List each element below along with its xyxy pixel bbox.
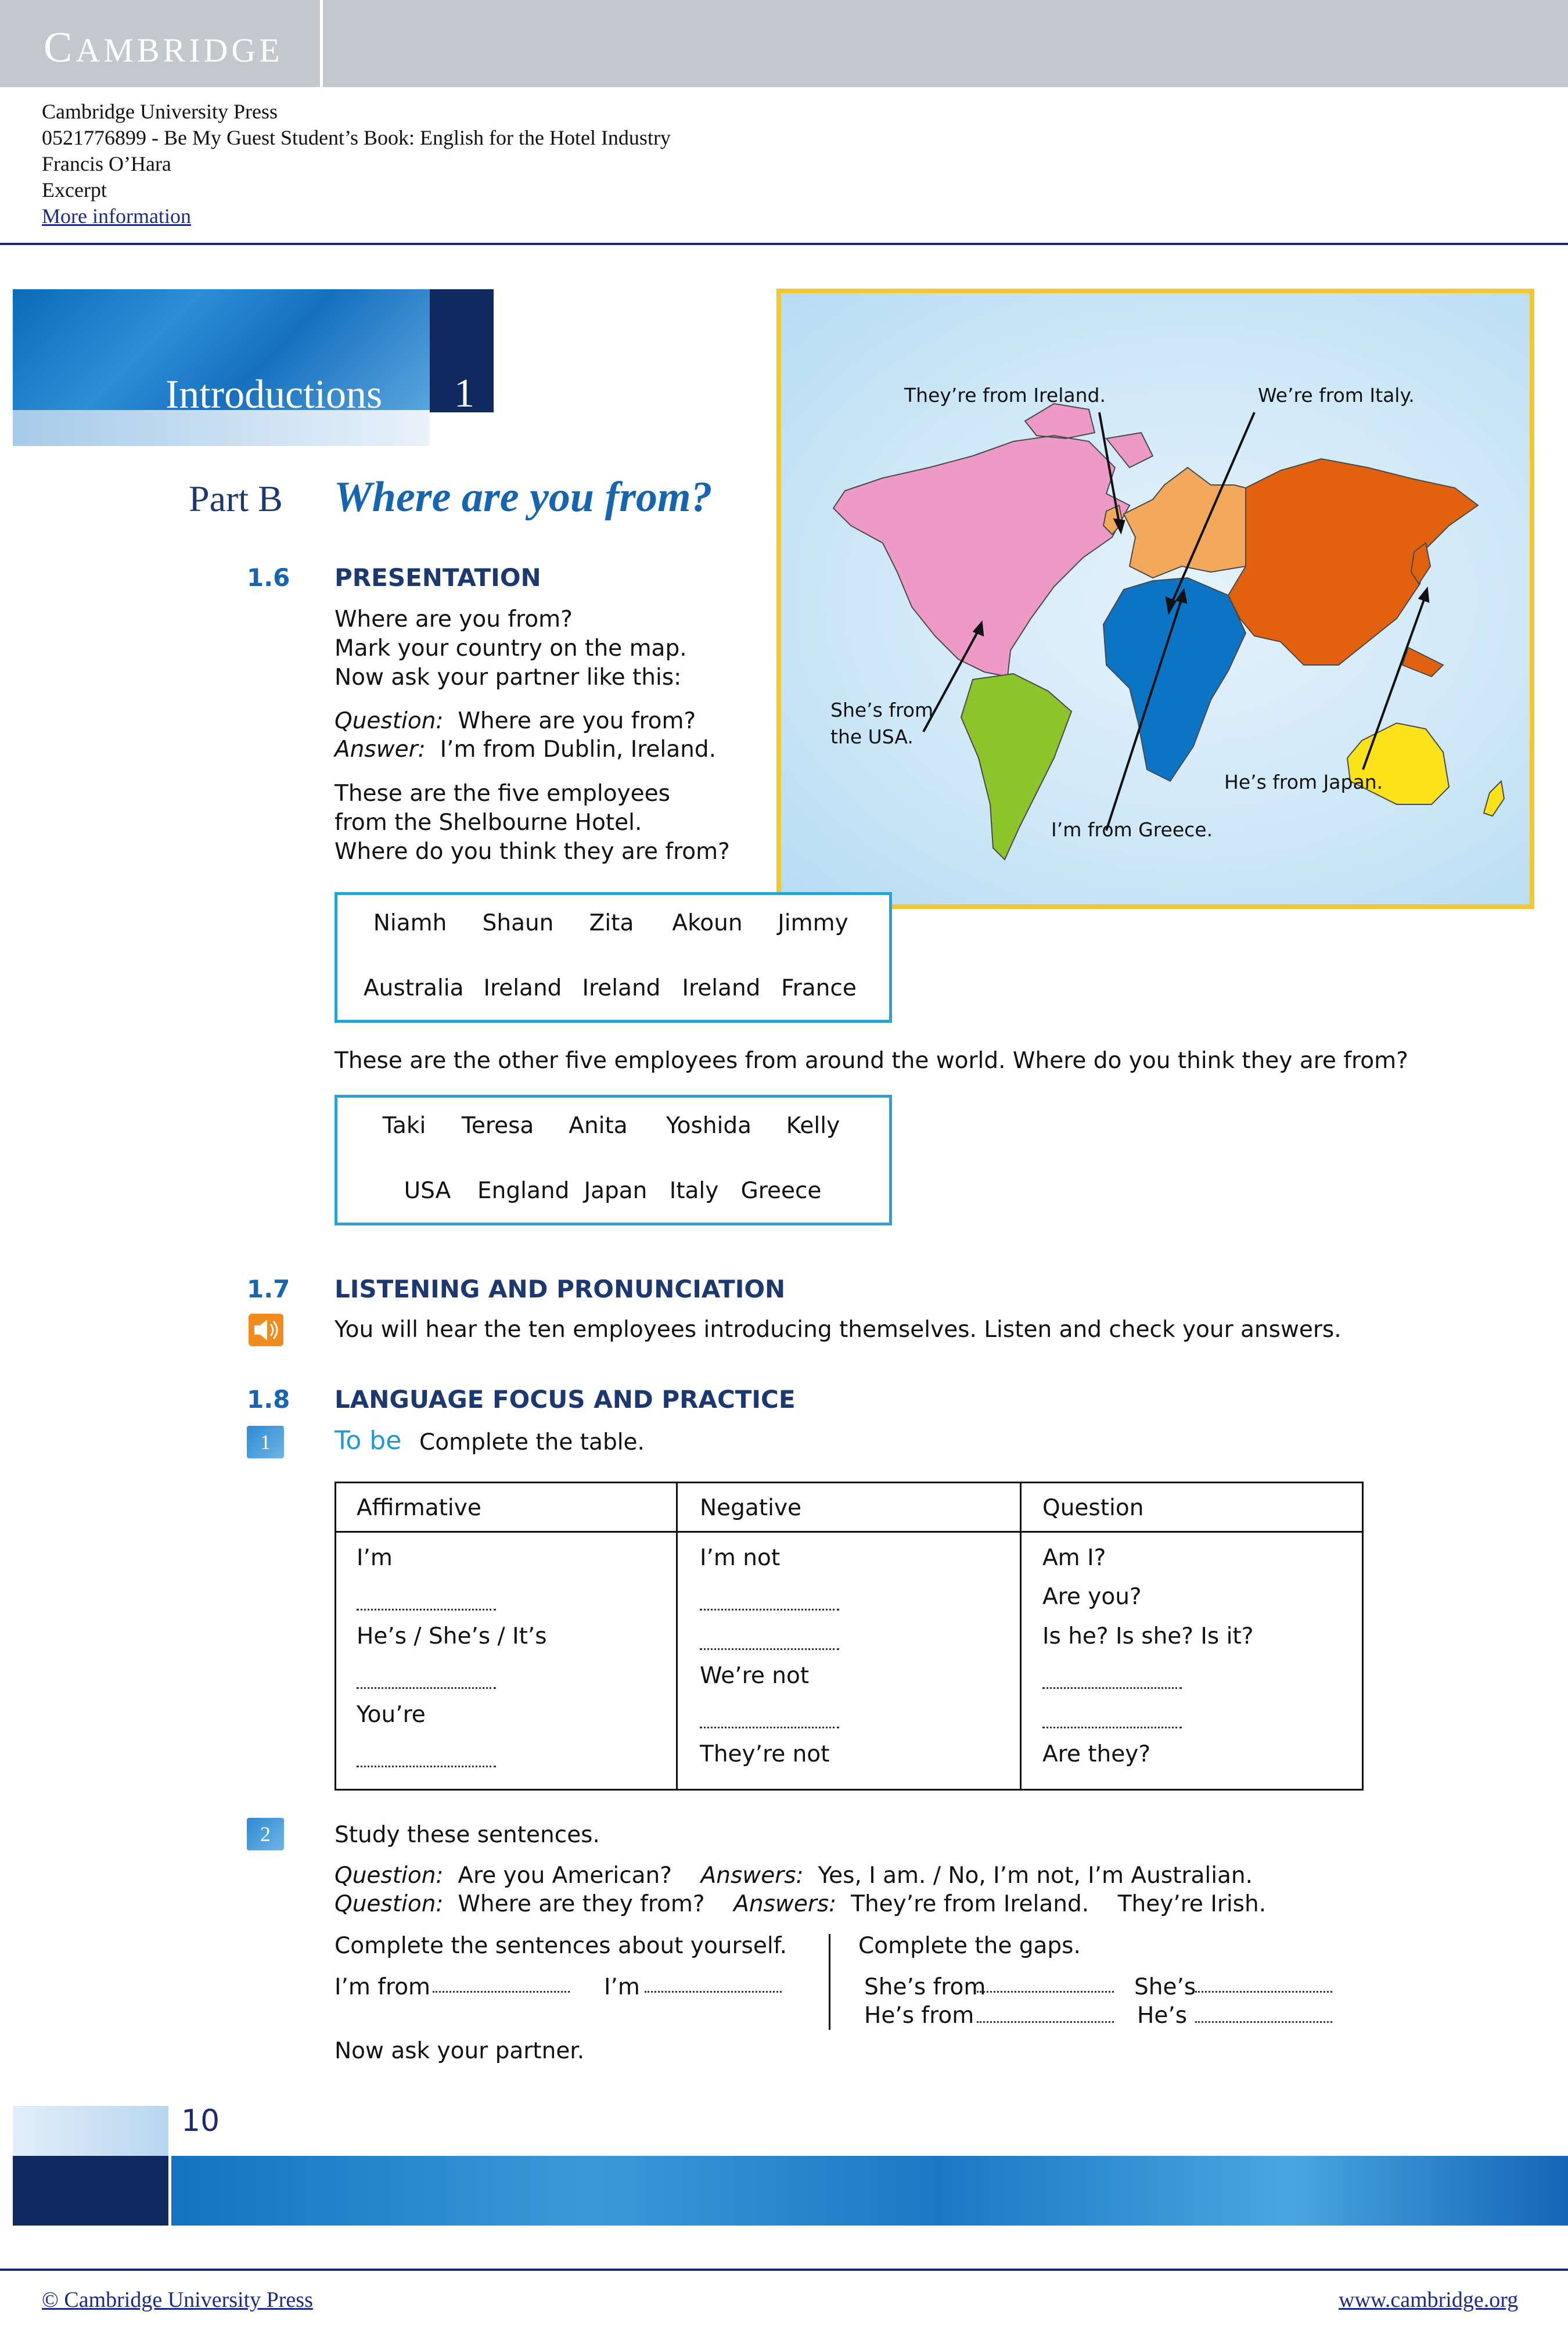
part-title: Where are you from? — [334, 473, 713, 521]
question-text: Are you American? — [458, 1863, 672, 1889]
answers-text: Yes, I am. / No, I’m not, I’m Australian. — [818, 1863, 1253, 1889]
table-cell: He’s / She’s / It’s — [357, 1623, 547, 1649]
example-2 — [335, 1890, 1266, 1919]
meta-publisher: Cambridge University Press — [42, 100, 278, 123]
africa-shape — [1103, 578, 1246, 781]
box1-name: Shaun — [482, 910, 554, 936]
box2-country: Japan — [584, 1178, 648, 1204]
asia-shape — [1228, 459, 1478, 677]
table-cell: Am I? — [1042, 1545, 1106, 1571]
other-employees-intro: These are the other five employees from around the world. Where do you think they are from? — [335, 1048, 1408, 1074]
map-label-usa — [830, 697, 933, 750]
box1-name: Akoun — [672, 910, 743, 936]
example-1 — [335, 1861, 1253, 1890]
cambridge-logo: CAMBRIDGE — [44, 24, 283, 71]
header-rule — [0, 243, 1568, 245]
box2-country: Greece — [740, 1178, 822, 1204]
yourself-im-label: I’m — [604, 1974, 640, 2000]
exercise-number-2: 2 — [247, 1818, 284, 1850]
question-label: Question: — [335, 1863, 444, 1889]
new-zealand-shape — [1484, 781, 1504, 816]
blank-line[interactable] — [1195, 1991, 1332, 1993]
table-header-rule — [335, 1531, 1364, 1533]
blank-line[interactable] — [357, 1609, 496, 1611]
answer-text: I’m from Dublin, Ireland. — [440, 736, 716, 763]
answer-label: Answer: — [335, 736, 426, 763]
speaker-glyph — [249, 1314, 283, 1346]
blank-line[interactable] — [1042, 1687, 1182, 1689]
blank-line[interactable] — [433, 1991, 570, 1993]
section-heading-listening: LISTENING AND PRONUNCIATION — [335, 1275, 786, 1303]
instruction-line: Now ask your partner like this: — [335, 664, 682, 691]
meta-isbn-title: 0521776899 - Be My Guest Student’s Book: English for the Hotel Industry — [42, 126, 671, 149]
table-col-rule — [676, 1482, 678, 1791]
box1-name: Niamh — [373, 910, 447, 936]
answers-text: They’re Irish. — [1117, 1891, 1267, 1917]
box2-name: Kelly — [786, 1113, 840, 1139]
question-text: Where are they from? — [458, 1891, 705, 1917]
question-label: Question: — [335, 1891, 444, 1917]
blank-line[interactable] — [357, 1766, 496, 1767]
banner-divider — [320, 0, 323, 87]
blank-line[interactable] — [977, 2021, 1114, 2023]
intro-line: from the Shelbourne Hotel. — [335, 810, 642, 836]
chapter-number: 1 — [454, 371, 474, 416]
answers-label: Answers: — [700, 1863, 804, 1889]
box2-name: Yoshida — [666, 1113, 752, 1139]
section-heading-language-focus: LANGUAGE FOCUS AND PRACTICE — [335, 1385, 796, 1414]
page-number: 10 — [181, 2104, 220, 2138]
answers-text: They’re from Ireland. — [851, 1891, 1089, 1917]
map-label-usa-line1: She’s from — [830, 699, 934, 721]
example-question — [335, 707, 696, 736]
part-label: Part B — [189, 478, 283, 519]
section-number-1-6: 1.6 — [247, 563, 290, 592]
answers-label: Answers: — [733, 1891, 837, 1917]
exercise-1-title: To be — [335, 1426, 402, 1455]
box1-country: France — [781, 975, 857, 1001]
column-divider — [829, 1934, 830, 2030]
box1-country: Ireland — [483, 975, 562, 1001]
employees-intro — [335, 779, 730, 867]
blank-line[interactable] — [645, 1991, 782, 1993]
table-cell: Are you? — [1042, 1584, 1142, 1610]
table-cell: I’m — [357, 1545, 393, 1571]
speaker-icon[interactable] — [249, 1314, 283, 1346]
instruction-line: Where are you from? — [335, 606, 573, 632]
box2-country: Italy — [669, 1178, 719, 1204]
section-number-1-7: 1.7 — [247, 1275, 290, 1303]
gap-label: She’s from — [864, 1974, 986, 2000]
section-number-1-8: 1.8 — [247, 1385, 290, 1414]
footer-band-blue — [171, 2156, 1568, 2226]
table-header-question: Question — [1042, 1495, 1144, 1521]
map-label-italy: We’re from Italy. — [1258, 384, 1415, 407]
intro-line: Where do you think they are from? — [335, 839, 730, 865]
chapter-title: Introductions — [166, 372, 383, 417]
ask-partner: Now ask your partner. — [335, 2038, 585, 2064]
complete-yourself-heading: Complete the sentences about yourself. — [335, 1933, 787, 1959]
table-cell: Are they? — [1042, 1741, 1151, 1767]
europe-shape — [1124, 468, 1246, 578]
meta-author: Francis O’Hara — [42, 152, 171, 175]
box2-name: Taki — [382, 1113, 426, 1139]
box2-country: USA — [404, 1178, 451, 1204]
arrow-japan-head — [1420, 589, 1428, 601]
instruction-line: Mark your country on the map. — [335, 635, 687, 662]
map-label-ireland: They’re from Ireland. — [904, 384, 1106, 407]
blank-line[interactable] — [1042, 1727, 1182, 1728]
gap-label: He’s — [1137, 2003, 1188, 2029]
blank-line[interactable] — [977, 1991, 1114, 1993]
table-cell: Is he? Is she? Is it? — [1042, 1623, 1254, 1649]
complete-gaps-heading: Complete the gaps. — [858, 1933, 1081, 1959]
box2-name: Teresa — [461, 1113, 534, 1139]
map-label-usa-line2: the USA. — [830, 725, 914, 748]
table-header-affirmative: Affirmative — [357, 1495, 481, 1521]
table-cell: We’re not — [700, 1663, 810, 1689]
blank-line[interactable] — [357, 1687, 496, 1689]
question-text: Where are you from? — [458, 708, 696, 734]
blank-line[interactable] — [700, 1609, 839, 1611]
table-cell: You’re — [357, 1702, 426, 1728]
exercise-number-1: 1 — [247, 1426, 284, 1458]
box1-name: Zita — [589, 910, 634, 936]
copyright-link[interactable]: © Cambridge University Press — [42, 2288, 313, 2312]
intro-line: These are the five employees — [335, 781, 670, 807]
map-label-japan: He’s from Japan. — [1224, 771, 1383, 793]
blank-line[interactable] — [1195, 2021, 1332, 2023]
box2-country: England — [477, 1178, 570, 1204]
meta-excerpt: Excerpt — [42, 178, 107, 202]
blank-line[interactable] — [700, 1727, 839, 1728]
footer-band-dark — [13, 2156, 168, 2226]
box1-country: Ireland — [682, 975, 761, 1001]
box1-country: Ireland — [582, 975, 661, 1001]
gap-label: She’s — [1134, 1974, 1196, 2000]
more-information-link[interactable]: More information — [42, 204, 191, 228]
blank-line[interactable] — [700, 1648, 839, 1650]
footer-rule — [0, 2269, 1568, 2271]
gap-label: He’s from — [864, 2003, 974, 2029]
exercise-2-title: Study these sentences. — [335, 1822, 600, 1848]
table-col-rule — [1020, 1482, 1022, 1791]
table-header-negative: Negative — [700, 1495, 802, 1521]
box1-country: Australia — [364, 975, 464, 1001]
yourself-from-label: I’m from — [335, 1974, 431, 2000]
instruction-list — [335, 605, 687, 692]
footer-band-light — [13, 2106, 168, 2156]
box2-name: Anita — [569, 1113, 628, 1139]
listening-instruction: You will hear the ten employees introducing themselves. Listen and check your answers. — [335, 1317, 1342, 1343]
world-map — [781, 293, 1530, 904]
box1-name: Jimmy — [778, 910, 848, 936]
exercise-1-instruction: Complete the table. — [419, 1429, 645, 1455]
website-link[interactable]: www.cambridge.org — [1339, 2288, 1519, 2312]
map-label-greece: I’m from Greece. — [1051, 818, 1213, 841]
section-heading-presentation: PRESENTATION — [335, 563, 541, 592]
table-cell: I’m not — [700, 1545, 781, 1571]
question-label: Question: — [335, 708, 444, 734]
example-answer — [335, 735, 716, 764]
table-cell: They’re not — [700, 1741, 830, 1767]
